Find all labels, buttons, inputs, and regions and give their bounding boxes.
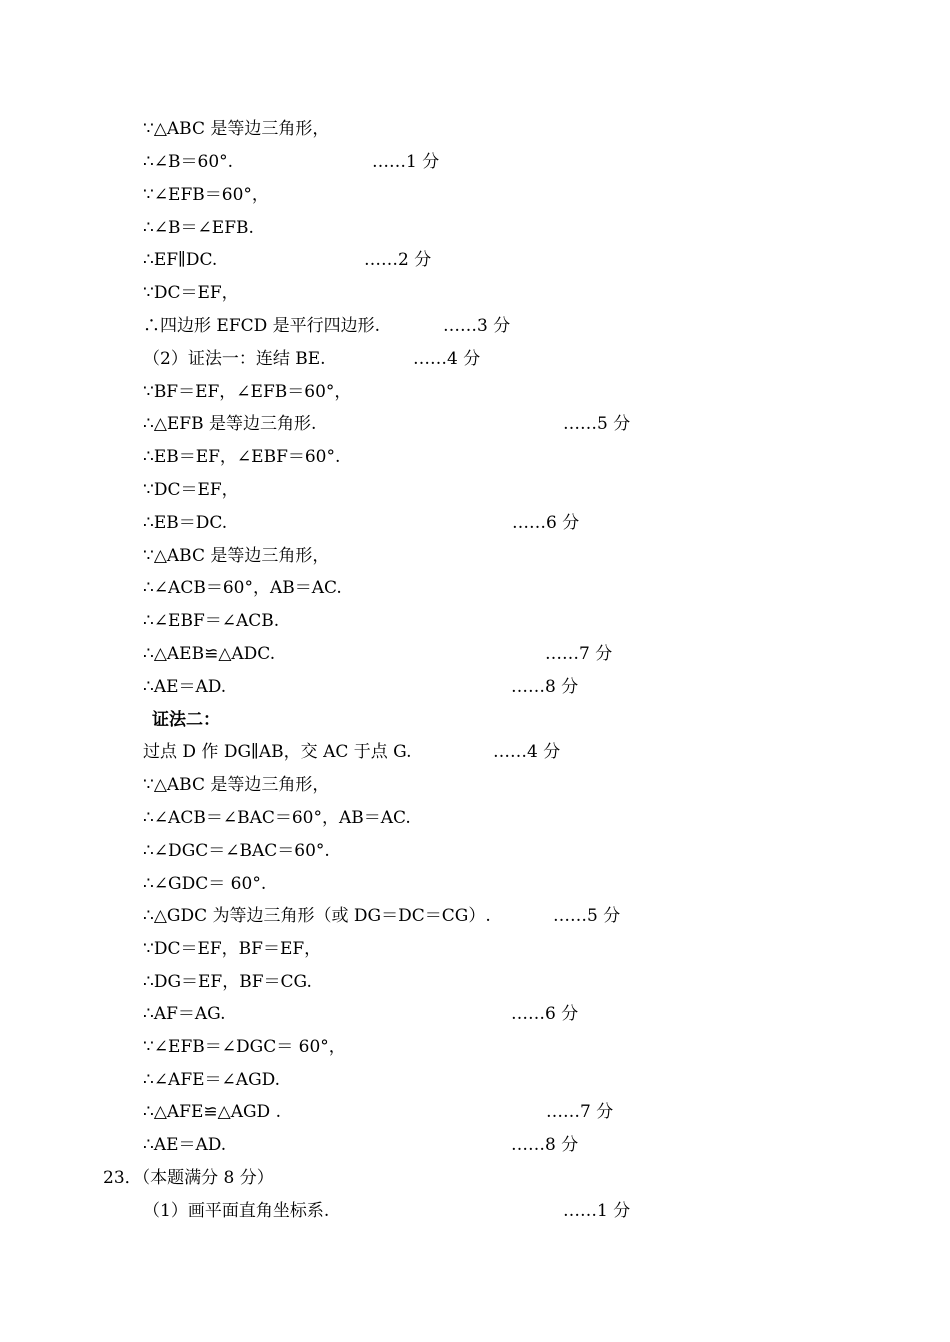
proof-line [143,443,340,471]
proof-line [143,1131,579,1159]
proof-statement: ∴∠AFE＝∠AGD. [143,1070,281,1090]
proof-line [143,902,621,930]
proof-line [143,279,239,307]
proof-heading [152,706,220,734]
proof-line [143,476,239,504]
proof-line [143,1197,631,1225]
proof-line [143,968,312,996]
proof-line [143,509,580,537]
proof-line [143,738,561,766]
proof-statement: ∴∠EBF＝∠ACB. [143,611,280,631]
proof-statement: ∴∠B＝60°. [143,152,234,172]
proof-line [143,542,329,570]
proof-statement: ∵BF＝EF，∠EFB＝60°， [143,382,352,402]
proof-line [143,1000,579,1028]
proof-statement: ∴AF＝AG. [143,1004,226,1024]
proof-statement: ∵△ABC 是等边三角形， [143,119,330,139]
proof-line [143,935,321,963]
proof-statement: 过点 D 作 DG∥AB，交 AC 于点 G. [143,742,412,762]
proof-statement: ∴DG＝EF，BF＝CG. [143,972,312,992]
proof-line [143,1066,280,1094]
score-mark: ……2 分 [364,250,432,270]
proof-line [143,607,279,635]
score-mark: ……1 分 [372,152,440,172]
question-heading [103,1164,274,1192]
score-mark: ……5 分 [563,414,631,434]
proof-statement: ∴∠ACB＝∠BAC＝60°，AB＝AC. [143,808,411,828]
proof-line [143,837,330,865]
proof-statement: ∵DC＝EF， [143,283,239,303]
score-mark: ……4 分 [493,742,561,762]
proof-line [143,574,342,602]
proof-statement: ∴EB＝DC. [143,513,228,533]
proof-line [143,378,351,406]
proof-statement: ∵DC＝EF，BF＝EF， [143,939,322,959]
proof-statement: ∴∠B＝∠EFB. [143,218,254,238]
proof-line [143,115,329,143]
proof-line [143,246,432,274]
proof-line [143,1033,346,1061]
proof-line [143,345,481,373]
score-mark: ……7 分 [546,1102,614,1122]
proof-line [143,214,254,242]
question-number-title: 23．（本题满分 8 分） [103,1168,274,1188]
proof-statement: ∴∠DGC＝∠BAC＝60°. [143,841,330,861]
proof-statement: （2）证法一：连结 BE. [143,349,326,369]
proof-line [143,870,266,898]
proof-statement: ∴△AFE≌△AGD . [143,1102,281,1122]
proof-line [143,181,269,209]
proof-line [143,640,613,668]
proof-statement: ∵∠EFB＝∠DGC＝ 60°， [143,1037,346,1057]
proof-line [143,1098,614,1126]
score-mark: ……3 分 [443,316,511,336]
proof-line [143,804,411,832]
proof-statement: （1）画平面直角坐标系. [143,1201,330,1221]
score-mark: ……8 分 [511,1135,579,1155]
proof-line [143,410,631,438]
score-mark: ……7 分 [545,644,613,664]
proof-statement: ∵△ABC 是等边三角形， [143,546,330,566]
proof-statement: ∴EF∥DC. [143,250,218,270]
proof-statement: ∵△ABC 是等边三角形， [143,775,330,795]
proof-method-title: 证法二： [152,710,220,730]
score-mark: ……8 分 [511,677,579,697]
proof-statement: ∴AE＝AD. [143,677,227,697]
proof-statement: ∴∠ACB＝60°，AB＝AC. [143,578,342,598]
proof-statement: ∵DC＝EF， [143,480,239,500]
score-mark: ……1 分 [563,1201,631,1221]
proof-line [143,148,440,176]
score-mark: ……6 分 [511,1004,579,1024]
proof-line [143,771,329,799]
proof-statement: ∵∠EFB＝60°， [143,185,269,205]
proof-statement: ∴EB＝EF，∠EBF＝60°. [143,447,341,467]
score-mark: ……5 分 [553,906,621,926]
proof-statement: ∴∠GDC＝ 60°. [143,874,267,894]
proof-statement: ∴四边形 EFCD 是平行四边形. [143,316,381,336]
proof-statement: ∴△AEB≌△ADC. [143,644,276,664]
proof-statement: ∴△GDC 为等边三角形（或 DG＝DC＝CG）. [143,906,491,926]
proof-statement: ∴△EFB 是等边三角形. [143,414,317,434]
score-mark: ……4 分 [413,349,481,369]
proof-statement: ∴AE＝AD. [143,1135,227,1155]
proof-line [143,673,579,701]
proof-line [143,312,511,340]
score-mark: ……6 分 [512,513,580,533]
